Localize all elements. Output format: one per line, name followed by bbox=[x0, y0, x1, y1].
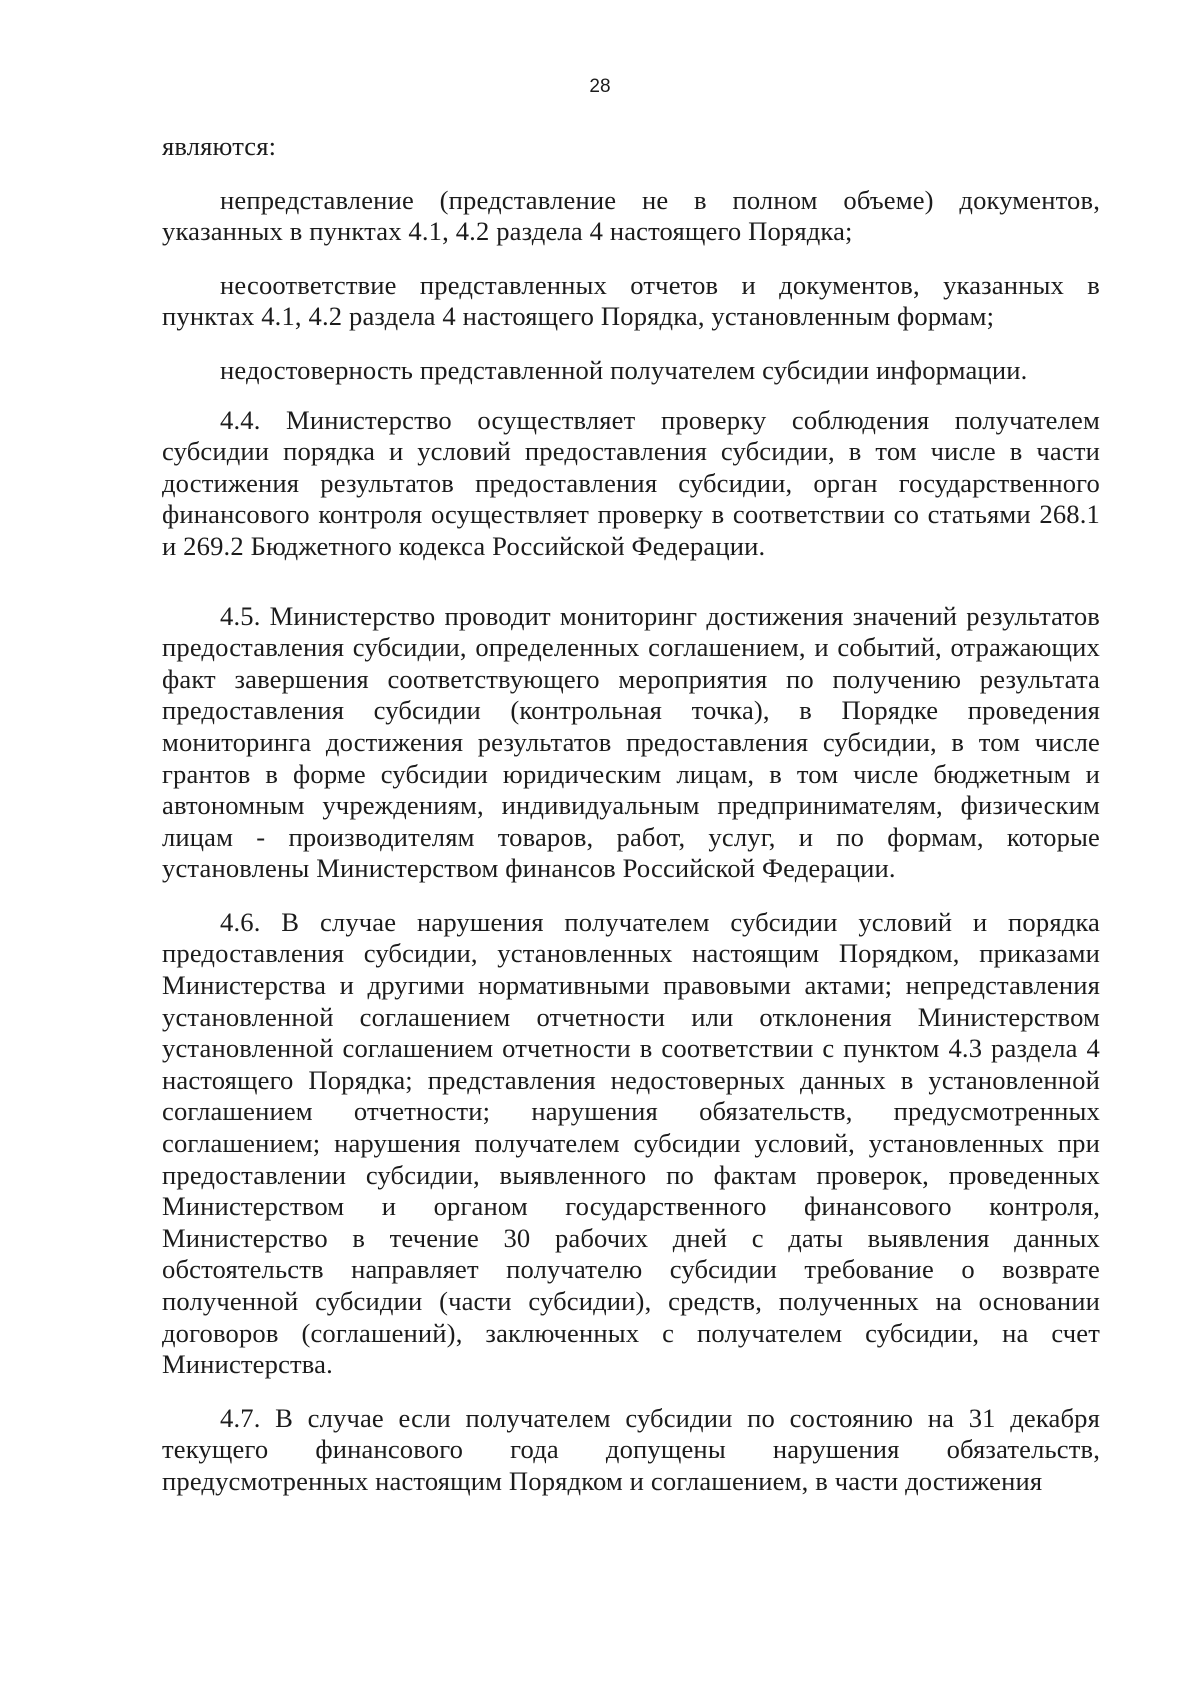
paragraph-list-item-2: несоответствие представленных отчетов и документов, указанных в пунктах 4.1, 4.2 раздела 4 настоящего Порядка, установленным формам; bbox=[162, 269, 1100, 332]
paragraph-list-item-1: непредставление (представление не в полном объеме) документов, указанных в пунктах 4.1, 4.2 раздела 4 настоящего Порядка; bbox=[162, 184, 1100, 247]
document-body bbox=[162, 131, 1100, 1498]
paragraph-continuation: являются: bbox=[162, 131, 277, 161]
paragraph-list-item-3: недостоверность представленной получателем субсидии информации. bbox=[220, 354, 1028, 385]
page-number: 28 bbox=[589, 76, 611, 97]
paragraph-section-4-5: 4.5. Министерство проводит мониторинг достижения значений результатов предоставления субсидии, определенных соглашением, и событий, отражающих факт завершения соответствующего мероприятия по получению результата предоставления субсидии (контрольная точка), в Порядке проведения мониторинга достижения результатов предоставления субсидии, в том числе грантов в форме субсидии юридическим лицам, в том числе бюджетным и автономным учреждениям, индивидуальным предпринимателям, физическим лицам - производителям товаров, работ, услуг, и по формам, которые установлены Министерством финансов Российской Федерации. bbox=[162, 600, 1100, 884]
paragraph-section-4-4: 4.4. Министерство осуществляет проверку соблюдения получателем субсидии порядка и условий предоставления субсидии, в том числе в части достижения результатов предоставления субсидии, орган государственного финансового контроля осуществляет проверку в соответствии со статьями 268.1 и 269.2 Бюджетного кодекса Российской Федерации. bbox=[162, 404, 1100, 561]
paragraph-section-4-6: 4.6. В случае нарушения получателем субсидии условий и порядка предоставления субсидии, установленных настоящим Порядком, приказами Министерства и другими нормативными правовыми актами; непредставления установленной соглашением отчетности или отклонения Министерством установленной соглашением отчетности в соответствии с пунктом 4.3 раздела 4 настоящего Порядка; представления недостоверных данных в установленной соглашением отчетности; нарушения обязательств, предусмотренных соглашением; нарушения получателем субсидии условий, установленных при предоставлении субсидии, выявленного по фактам проверок, проведенных Министерством и органом государственного финансового контроля, Министерство в течение 30 рабочих дней с даты выявления данных обстоятельств направляет получателю субсидии требование о возврате полученной субсидии (части субсидии), средств, полученных на основании договоров (соглашений), заключенных с получателем субсидии, на счет Министерства. bbox=[162, 906, 1100, 1380]
paragraph-section-4-7: 4.7. В случае если получателем субсидии по состоянию на 31 декабря текущего финансового года допущены нарушения обязательств, предусмотренных настоящим Порядком и соглашением, в части достижения bbox=[162, 1402, 1100, 1496]
